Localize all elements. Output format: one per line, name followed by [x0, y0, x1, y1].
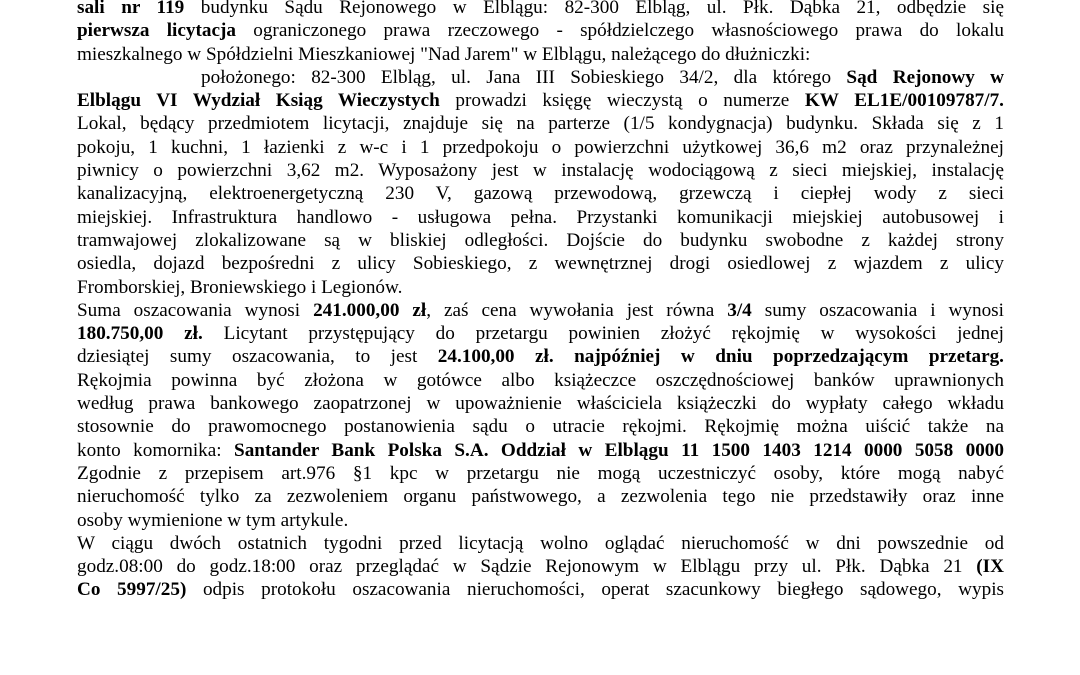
text-line-17: Rękojmia powinna być złożona w gotówce albo książeczce oszczędnościowej banków uprawnionych — [77, 369, 1004, 391]
text-line-5: Elblągu VI Wydział Ksiąg Wieczystych prowadzi księgę wieczystą o numerze KW EL1E/00109787/7. — [77, 90, 1004, 112]
text-line-25: godz.08:00 do godz.18:00 oraz przeglądać w Sądzie Rejonowym w Elblągu przy ul. Płk. Dąbka 21 (IX — [77, 556, 1004, 578]
text-line-3: mieszkalnego w Spółdzielni Mieszkaniowej "Nad Jarem" w Elblągu, należącego do dłużniczki: — [77, 43, 811, 65]
text-line-22: nieruchomość tylko za zezwoleniem organu państwowego, a zezwolenia tego nie przedstawiły oraz inne — [77, 486, 1004, 508]
text-line-9: kanalizacyjną, elektroenergetyczną 230 V, gazową przewodową, grzewczą i ciepłej wody z sieci — [77, 183, 1004, 205]
text-line-1: sali nr 119 budynku Sądu Rejonowego w Elblągu: 82-300 Elbląg, ul. Płk. Dąbka 21, odbędzie się — [77, 0, 1004, 18]
text-line-6: Lokal, będący przedmiotem licytacji, znajduje się na parterze (1/5 kondygnacja) budynku. Składa się z 1 — [77, 113, 1004, 135]
text-line-13: Fromborskiej, Broniewskiego i Legionów. — [77, 276, 403, 298]
text-line-10: miejskiej. Infrastruktura handlowo - usługowa pełna. Przystanki komunikacji miejskiej autobusowej i — [77, 206, 1004, 228]
text-line-7: pokoju, 1 kuchni, 1 łazienki z w-c i 1 przedpokoju o powierzchni użytkowej 36,6 m2 oraz przynależnej — [77, 136, 1004, 158]
text-line-19: stosownie do prawomocnego postanowienia sądu o utracie rękojmi. Rękojmię można uiścić także na — [77, 416, 1004, 438]
text-line-23: osoby wymienione w tym artykule. — [77, 509, 349, 531]
text-line-26: Co 5997/25) odpis protokołu oszacowania nieruchomości, operat szacunkowy biegłego sądowego, wypis — [77, 579, 1004, 601]
text-line-4: położonego: 82-300 Elbląg, ul. Jana III Sobieskiego 34/2, dla którego Sąd Rejonowy w — [201, 66, 1004, 88]
text-line-12: osiedla, dojazd bezpośredni z ulicy Sobieskiego, z wewnętrznej drogi osiedlowej z wjazdem z ulicy — [77, 253, 1004, 275]
notice-text — [77, 0, 1004, 602]
text-line-11: tramwajowej zlokalizowane są w bliskiej odległości. Dojście do budynku swobodne z każdej strony — [77, 229, 1004, 251]
text-line-8: piwnicy o powierzchni 3,62 m2. Wyposażony jest w instalację wodociągową z sieci miejskiej, instalację — [77, 160, 1004, 182]
text-line-21: Zgodnie z przepisem art.976 §1 kpc w przetargu nie mogą uczestniczyć osoby, które mogą nabyć — [77, 462, 1004, 484]
text-line-24: W ciągu dwóch ostatnich tygodni przed licytacją wolno oglądać nieruchomość w dni powszednie od — [77, 532, 1004, 554]
text-line-20: konto komornika: Santander Bank Polska S.A. Oddział w Elblągu 11 1500 1403 1214 0000 5058 0000 — [77, 439, 1004, 461]
text-line-18: według prawa bankowego zaopatrzonej w upoważnienie właściciela książeczki do wypłaty całego wkładu — [77, 393, 1004, 415]
text-line-15: 180.750,00 zł. Licytant przystępujący do przetargu powinien złożyć rękojmię w wysokości jednej — [77, 323, 1004, 345]
text-line-2: pierwsza licytacja ograniczonego prawa rzeczowego - spółdzielczego własnościowego prawa do lokalu — [77, 20, 1004, 42]
text-line-16: dziesiątej sumy oszacowania, to jest 24.100,00 zł. najpóźniej w dniu poprzedzającym przetarg. — [77, 346, 1004, 368]
text-line-14: Suma oszacowania wynosi 241.000,00 zł, zaś cena wywołania jest równa 3/4 sumy oszacowania i wynosi — [77, 299, 1004, 321]
